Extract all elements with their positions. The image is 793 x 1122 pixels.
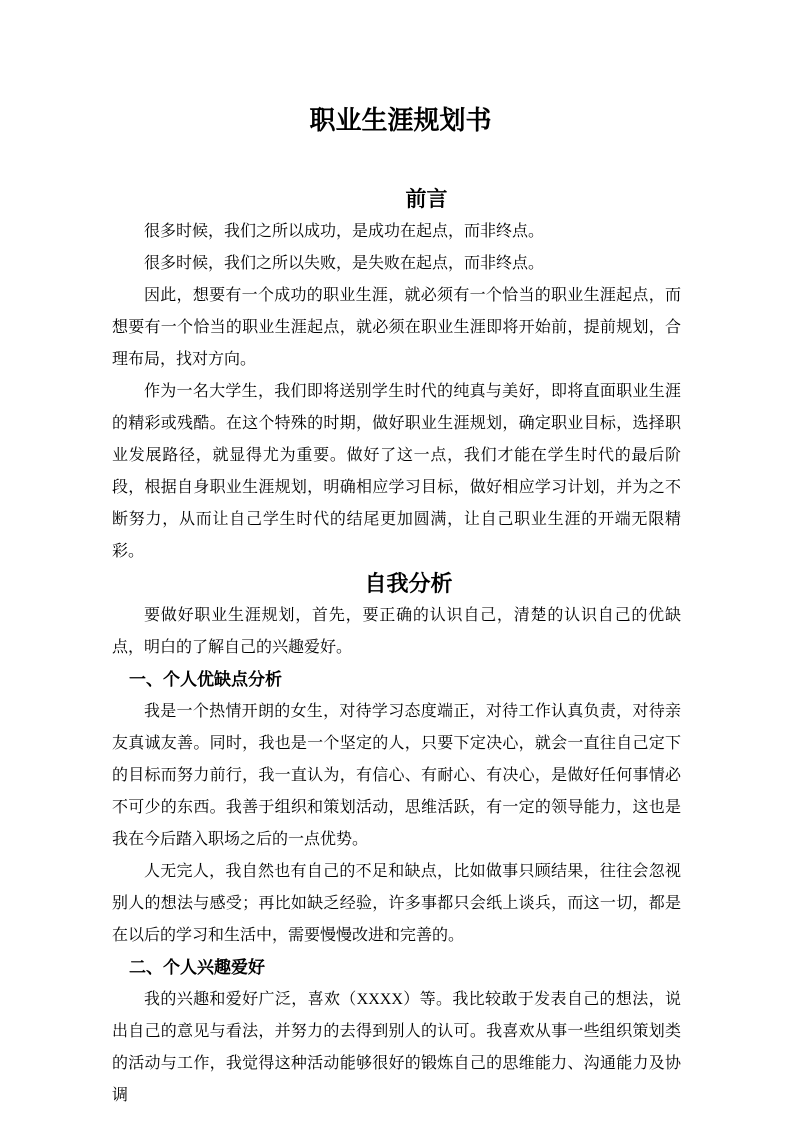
subsection-heading-interests: 二、个人兴趣爱好 xyxy=(129,958,265,977)
paragraph-preface-4: 作为一名大学生，我们即将送别学生时代的纯真与美好，即将直面职业生涯的精彩或残酷。在这个特殊的时期，做好职业生涯规划，确定职业目标，选择职业发展路径，就显得尤为重要。做好了这一点，我们才能在学生时代的最后阶段，根据自身职业生涯规划，明确相应学习目标，做好相应学习计划，并为之不断努力，从而让自己学生时代的结尾更加圆满，让自己职业生涯的开端无限精彩。 xyxy=(112,383,681,560)
paragraph-preface-1: 很多时候，我们之所以成功，是成功在起点，而非终点。 xyxy=(144,223,545,240)
document-content xyxy=(0,105,793,1112)
paragraph-preface-3: 因此，想要有一个成功的职业生涯，就必须有一个恰当的职业生涯起点，而想要有一个恰当的职业生涯起点，就必须在职业生涯即将开始前，提前规划，合理布局，找对方向。 xyxy=(112,287,681,368)
subsection-heading-strengths-weaknesses: 一、个人优缺点分析 xyxy=(129,670,282,689)
section-heading-preface: 前言 xyxy=(405,188,448,211)
section-heading-self-analysis: 自我分析 xyxy=(364,571,453,596)
paragraph-weaknesses: 人无完人，我自然也有自己的不足和缺点，比如做事只顾结果，往往会忽视别人的想法与感受；再比如缺乏经验，许多事都只会纸上谈兵，而这一切，都是在以后的学习和生活中，需要慢慢改进和完善的。 xyxy=(112,863,681,944)
document-title: 职业生涯规划书 xyxy=(309,106,492,135)
paragraph-self-analysis-intro: 要做好职业生涯规划，首先，要正确的认识自己，清楚的认识自己的优缺点，明白的了解自己的兴趣爱好。 xyxy=(112,607,681,656)
paragraph-strengths: 我是一个热情开朗的女生，对待学习态度端正，对待工作认真负责，对待亲友真诚友善。同时，我也是一个坚定的人，只要下定决心，就会一直往自己定下的目标而努力前行，我一直认为，有信心、有耐心、有决心，是做好任何事情必不可少的东西。我善于组织和策划活动，思维活跃，有一定的领导能力，这也是我在今后踏入职场之后的一点优势。 xyxy=(112,703,681,848)
paragraph-preface-2: 很多时候，我们之所以失败，是失败在起点，而非终点。 xyxy=(144,255,545,272)
paragraph-interests: 我的兴趣和爱好广泛，喜欢（XXXX）等。我比较敢于发表自己的想法，说出自己的意见与看法，并努力的去得到别人的认可。我喜欢从事一些组织策划类的活动与工作，我觉得这种活动能够很好的锻炼自己的思维能力、沟通能力及协调 xyxy=(112,991,681,1104)
